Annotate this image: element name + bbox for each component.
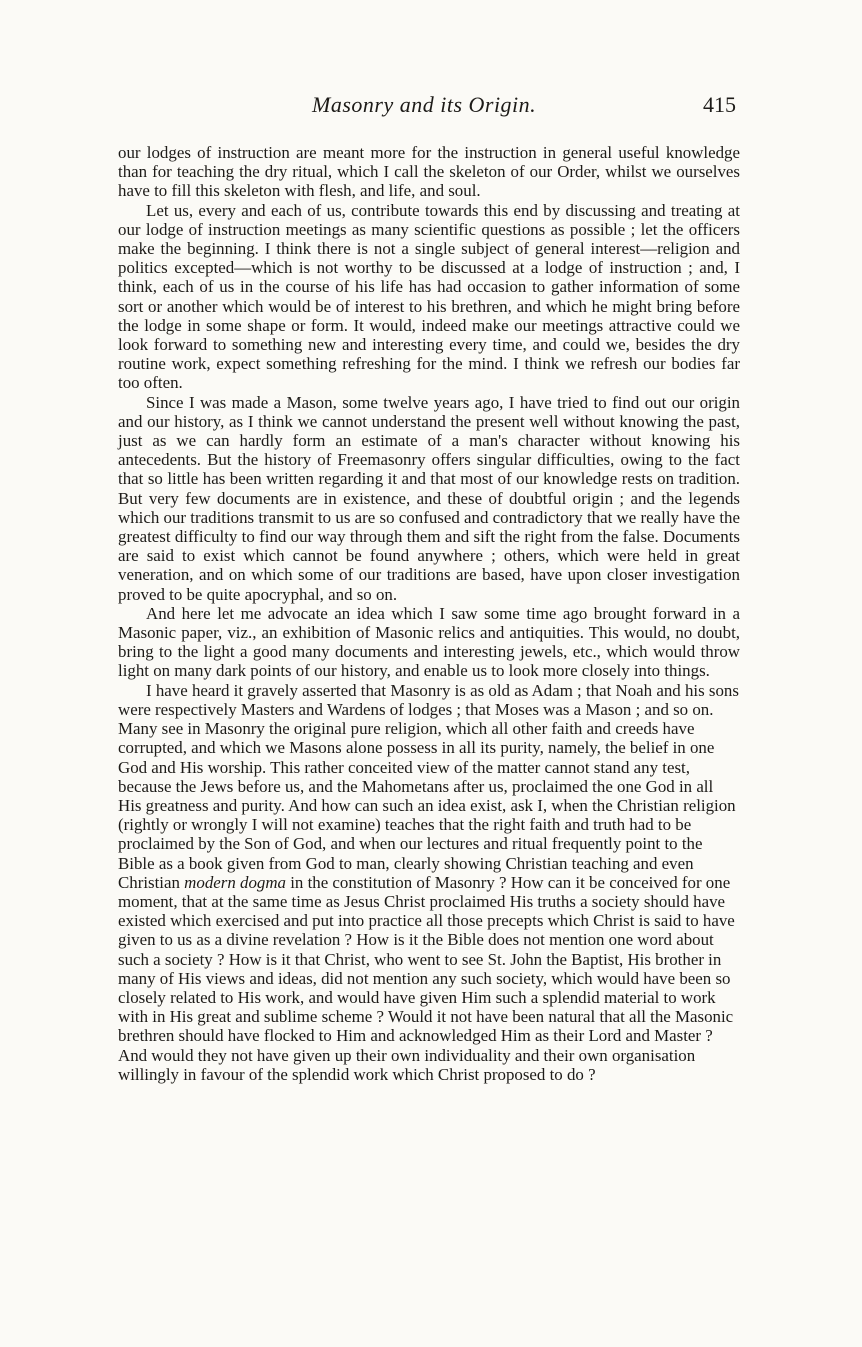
- paragraph-1: our lodges of instruction are meant more for the instruction in general useful knowledge than for teaching the dry ritual, which I call the skeleton of our Order, whilst we ourselves have to fill this skeleton with flesh, and life, and soul.: [118, 143, 740, 201]
- page-number: 415: [703, 92, 736, 117]
- running-title: Masonry and its Origin.: [312, 92, 537, 117]
- paragraph-4: And here let me advocate an idea which I saw some time ago brought forward in a Masonic paper, viz., an exhibition of Masonic relics and antiquities. This would, no doubt, bring to the light a good many documents and interesting jewels, etc., which would throw light on many dark points of our history, and enable us to look more closely into things.: [118, 603, 740, 681]
- body-text: [118, 143, 740, 1084]
- paragraph-5: [118, 681, 740, 1084]
- paragraph-5-emphasis: modern dogma: [184, 872, 286, 892]
- paragraph-3: Since I was made a Mason, some twelve years ago, I have tried to find out our origin and our history, as I think we cannot understand the present well without knowing the past, just as we can hardly form an estimate of a man's character without knowing his antecedents. But the history of Freemasonry offers singular difficulties, owing to the fact that so little has been written regarding it and that most of our knowledge rests on tradition. But very few documents are in existence, and these of doubtful origin ; and the legends which our traditions transmit to us are so confused and contradictory that we really have the greatest difficulty to find our way through them and sift the right from the false. Documents are said to exist which cannot be found anywhere ; others, which were held in great veneration, and on which some of our traditions are based, have upon closer investigation proved to be quite apocryphal, and so on.: [118, 392, 740, 604]
- paragraph-2: Let us, every and each of us, contribute towards this end by discussing and treating at our lodge of instruction meetings as many scientific questions as possible ; let the officers make the beginning. I think there is not a single subject of general interest—religion and politics excepted—which is not worthy to be discussed at a lodge of instruction ; and, I think, each of us in the course of his life has had occasion to gather information of some sort or another which would be of interest to his brethren, and which he might bring before the lodge in some shape or form. It would, indeed make our meetings attractive could we look forward to something new and interesting every time, and could we, besides the dry routine work, expect something refreshing for the mind. I think we refresh our bodies far too often.: [118, 200, 740, 393]
- paragraph-5-part-1: I have heard it gravely asserted that Masonry is as old as Adam ; that Noah and his sons were respectively Masters and Wardens of lodges ; that Moses was a Mason ; and so on. Many see in Masonry the original pure religion, which all other faith and creeds have corrupted, and which we Masons alone possess in all its purity, namely, the belief in one God and His worship. This rather conceited view of the matter cannot stand any test, because the Jews before us, and the Mahometans after us, proclaimed the one God in all His greatness and purity. And how can such an idea exist, ask I, when the Christian religion (rightly or wrongly I will not examine) teaches that the right faith and truth had to be proclaimed by the Son of God, and when our lectures and ritual frequently point to the Bible as a book given from God to man, clearly showing Christian teaching and even Christian: [118, 680, 739, 892]
- running-head: [0, 92, 862, 132]
- paragraph-5-part-2: in the constitution of Masonry ? How can it be conceived for one moment, that at the same time as Jesus Christ proclaimed His truths a society should have existed which exercised and put into practice all those precepts which Christ is said to have given to us as a divine revelation ? How is it the Bible does not mention one word about such a society ? How is it that Christ, who went to see St. John the Baptist, His brother in many of His views and ideas, did not mention any such society, which would have been so closely related to His work, and would have given Him such a splendid material to work with in His great and sublime scheme ? Would it not have been natural that all the Masonic brethren should have flocked to Him and acknowledged Him as their Lord and Master ? And would they not have given up their own individuality and their own organisation willingly in favour of the splendid work which Christ proposed to do ?: [118, 872, 735, 1084]
